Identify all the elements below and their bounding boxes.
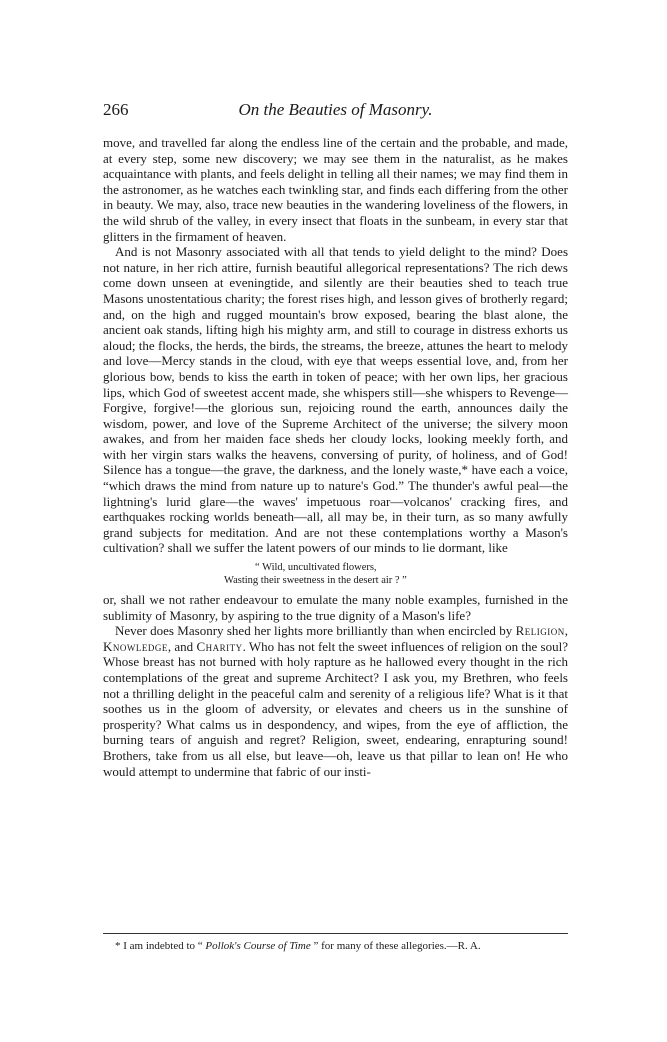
paragraph-4 <box>103 623 568 779</box>
paragraph-3: or, shall we not rather endeavour to emulate the many noble examples, furnished in the sublimity of Masonry, by aspiring to the true dignity of a Mason's life? <box>103 592 568 623</box>
paragraph-2: And is not Masonry associated with all that tends to yield delight to the mind? Does not nature, in her rich attire, furnish beautiful allegorical representations? The rich dews come down unseen at eveningtide, and silently are their beauties shed to teach true Masons unostentatious charity; the forest rises high, and lesson gives of brotherly regard; and, on the high and rugged mountain's brow exposed, bearing the blast alone, the ancient oak stands, lifting high his mighty arm, and still to courage in distress exhorts us aloud; the flocks, the herds, the birds, the streams, the breeze, attunes the heart to melody and love—Mercy stands in the cloud, with eye that weeps essential love, and, from her glorious bow, bends to kiss the earth in token of peace; with her own lips, her gracious lips, which God of sweetest accent made, she whispers still—she whispers to Revenge—Forgive, forgive!—the glorious sun, rejoicing round the earth, announces daily the wisdom, power, and love of the Supreme Architect of the universe; the silvery moon awakes, and from her maiden face sheds her cloudy locks, looking meekly forth, and with her virgin stars walks the heavens, conversing of purity, of holiness, and of God! Silence has a tongue—the grave, the darkness, and the lonely waste,* have each a voice, “which draws the mind from nature up to nature's God.” The thunder's awful peal—the lightning's lurid glare—the waves' impetuous roar—volcanos' cracking fires, and earthquakes rocking worlds beneath—all, all may be, in their turn, as so many awfully grand subjects for meditation. And are not these contemplations worthy a Mason's cultivation? shall we suffer the latent powers of our minds to lie dormant, like <box>103 244 568 556</box>
footnote <box>103 939 568 953</box>
page-header <box>103 100 568 124</box>
separator: , <box>564 623 568 639</box>
body-text <box>103 135 568 779</box>
footnote-start: * I am indebted to “ <box>115 940 206 952</box>
term-knowledge: Knowledge <box>103 638 168 654</box>
footnote-end: ” for many of these allegories.—R. A. <box>310 940 481 952</box>
separator: , and <box>167 638 197 654</box>
verse-quotation <box>103 561 568 587</box>
quote-line-1: “ Wild, uncultivated flowers, <box>255 562 377 574</box>
term-religion: Religion <box>515 623 565 639</box>
paragraph-4-start: Never does Masonry shed her lights more brilliantly than when encircled by <box>115 623 516 639</box>
footnote-divider <box>103 933 568 934</box>
paragraph-4-rest: . Who has not felt the sweet influences of religion on the soul? Whose breast has not burned with holy rapture as he hallowed every thought in the rich contemplations of the great and supreme Architect? I ask you, my Brethren, who feels not a thrilling delight in the peaceful calm and serenity of a religious life? What is it that soothes us in the gloom of adversity, or elevates and cheers us in the sunshine of prosperity? What calms us in despondency, and wipes, from the eye of affliction, the burning tears of anguish and regret? Religion, sweet, endearing, enrapturing sound! Brothers, take from us all else, but leave—oh, leave us that pillar to lean on! He who would attempt to undermine that fabric of our insti- <box>103 638 568 779</box>
quote-line-2: Wasting their sweetness in the desert air ? ” <box>224 575 407 587</box>
paragraph-1: move, and travelled far along the endless line of the certain and the probable, and made, at every step, some new discovery; we may see them in the naturalist, as he makes acquaintance with plants, and feels delight in telling all their names; we may find them in the astronomer, as he watches each twinkling star, and finds each differing from the other in beauty. We may, also, trace new beauties in the wandering loveliness of the flowers, in the wild shrub of the valley, in every insect that floats in the sunbeam, in every star that glitters in the firmament of heaven. <box>103 135 568 244</box>
term-charity: Charity <box>196 638 243 654</box>
page-number: 266 <box>103 100 129 119</box>
footnote-cited-title: Pollok's Course of Time <box>205 940 311 952</box>
running-title: On the Beauties of Masonry. <box>238 100 433 119</box>
